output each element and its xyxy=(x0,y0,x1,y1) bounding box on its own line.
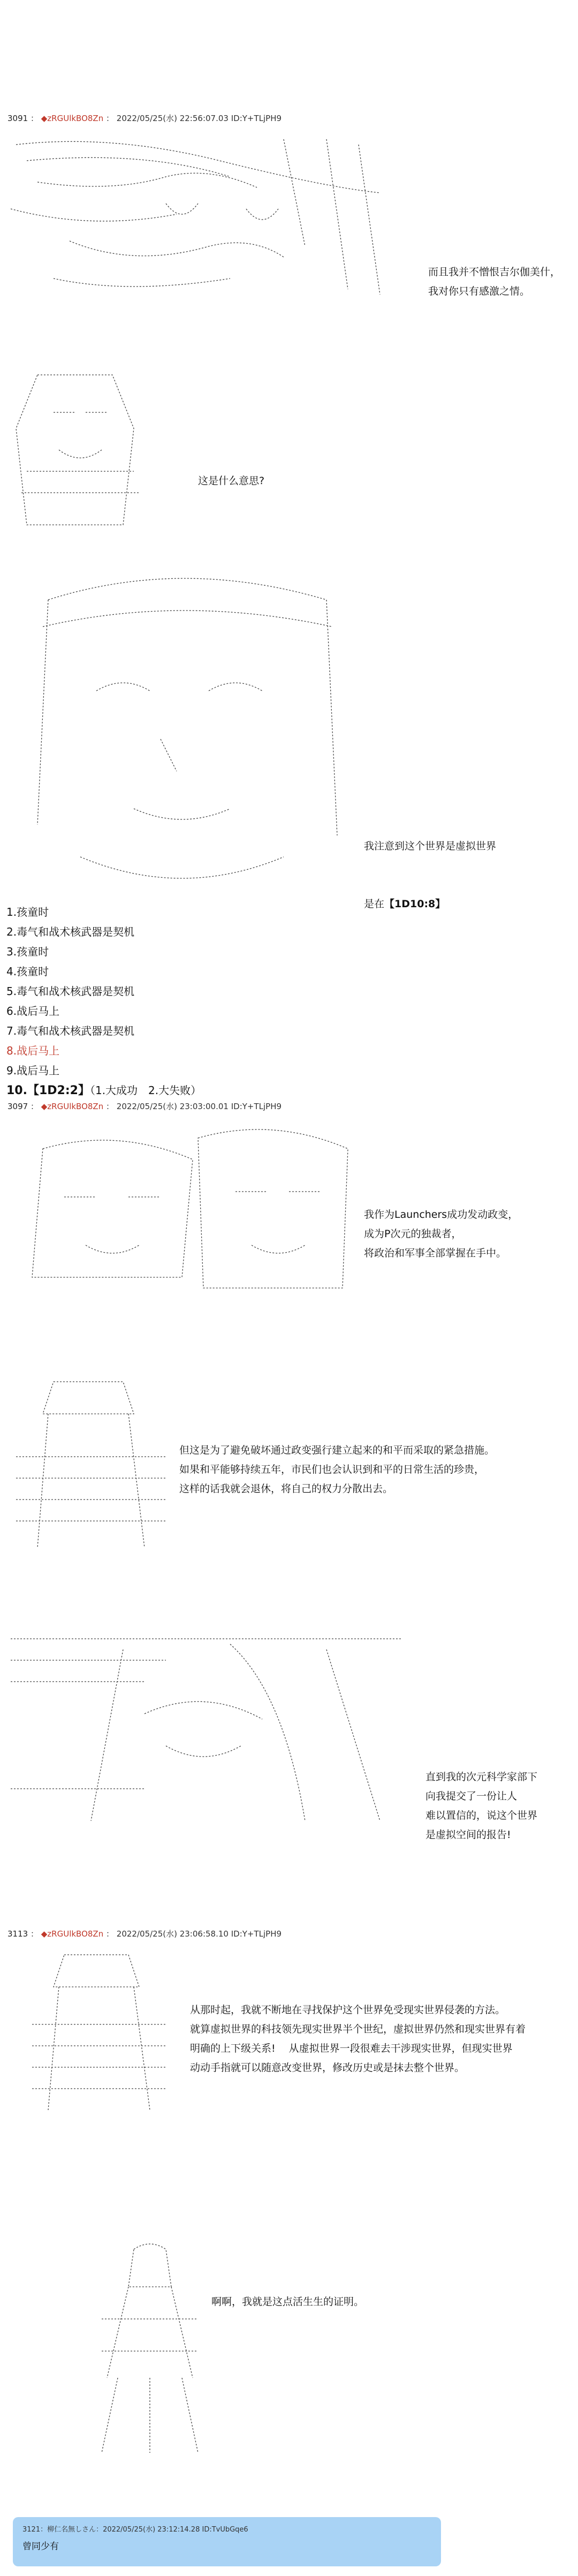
vote-item: 7.毒气和战术核武器是契机 xyxy=(6,1025,135,1037)
dialog-text: 但这是为了避免破坏通过政变强行建立起来的和平而采取的紧急措施。 如果和平能够持续五年，市民们也会认识到和平的日常生活的珍贵， 这样的话我就会退休，将自己的权力分散出去。 xyxy=(179,1444,495,1495)
ascii-art-figure-standing xyxy=(70,2239,230,2464)
ascii-art-figure-cap xyxy=(21,1944,177,2121)
dialog-text xyxy=(364,798,496,933)
reply-body: 曾同少有 xyxy=(22,2541,59,2552)
vote-item: 1.孩童时 xyxy=(6,906,49,918)
reply-header: 3121：柳仁名無しさん：2022/05/25(水) 23:12:14.28 ID:TvUbGqe6 xyxy=(22,2526,248,2534)
reply-box xyxy=(13,2517,441,2566)
dialog-text: 这是什么意思? xyxy=(198,475,265,487)
post-meta: 2022/05/25(水) 22:56:07.03 ID:Y+TLjPH9 xyxy=(116,114,282,123)
poster-name[interactable]: ◆zRGUlkBO8Zn xyxy=(41,1102,104,1111)
ascii-art-face-closeup xyxy=(5,129,396,300)
vote-result-label: 10.【1D2:2】 xyxy=(6,1084,90,1097)
post-header: 3113 ： ◆zRGUlkBO8Zn ： 2022/05/25(水) 23:06:58.10 ID:Y+TLjPH9 xyxy=(7,1929,282,1939)
vote-result-options: （1.大成功 2.大失败） xyxy=(89,1084,202,1097)
dialog-text: 直到我的次元科学家部下 向我提交了一份让人 难以置信的，说这个世界 是虚拟空间的报告! xyxy=(425,1771,538,1841)
vote-item: 2.毒气和战术核武器是契机 xyxy=(6,925,135,938)
post-number: 3091 xyxy=(7,114,28,123)
ascii-art-figure-upper xyxy=(5,364,166,536)
dialog-text: 而且我并不憎恨吉尔伽美什， 我对你只有感激之情。 xyxy=(428,266,561,297)
vote-item: 5.毒气和战术核武器是契机 xyxy=(6,985,135,998)
dice-roll: 【1D10:8】 xyxy=(384,898,446,910)
vote-item: 4.孩童时 xyxy=(6,965,49,978)
post-number: 3097 xyxy=(7,1102,28,1111)
ascii-art-figure-cap xyxy=(5,1371,177,1558)
post-meta: 2022/05/25(水) 23:06:58.10 ID:Y+TLjPH9 xyxy=(116,1929,282,1939)
post-number: 3113 xyxy=(7,1929,28,1939)
dialog-line-prefix: 是在 xyxy=(364,898,385,910)
ascii-art-wide-scene xyxy=(5,1628,401,1832)
dialog-text: 啊啊，我就是这点活生生的证明。 xyxy=(211,2296,364,2308)
vote-item: 9.战后马上 xyxy=(6,1064,60,1077)
dialog-line xyxy=(364,894,496,914)
post-header: 3097 ： ◆zRGUlkBO8Zn ： 2022/05/25(水) 23:03:00.01 ID:Y+TLjPH9 xyxy=(7,1102,282,1111)
vote-item: 3.孩童时 xyxy=(6,945,49,958)
vote-item: 6.战后马上 xyxy=(6,1005,60,1018)
vote-list xyxy=(6,902,201,1101)
dialog-text: 从那时起，我就不断地在寻找保护这个世界免受现实世界侵袭的方法。 就算虚拟世界的科技领先现实世界半个世纪，虚拟世界仍然和现实世界有着 明确的上下级关系! 从虚拟世界一段很难去干涉现实世界，但现实世界 动动手指就可以随意改变世界，修改历史或是抹去整个世界。 xyxy=(190,2004,526,2074)
poster-name[interactable]: ◆zRGUlkBO8Zn xyxy=(41,114,104,123)
post-header: 3091 ： ◆zRGUlkBO8Zn ： 2022/05/25(水) 22:56:07.03 ID:Y+TLjPH9 xyxy=(7,114,282,123)
ascii-art-face-bandana xyxy=(16,557,353,900)
dialog-line: 我注意到这个世界是虚拟世界 xyxy=(364,840,497,852)
dialog-text: 我作为Launchers成功发动政变， 成为P次元的独裁者， 将政治和军事全部掌握在手中。 xyxy=(364,1209,519,1259)
vote-item-highlighted: 8.战后马上 xyxy=(6,1044,60,1057)
poster-name[interactable]: ◆zRGUlkBO8Zn xyxy=(41,1929,104,1939)
ascii-art-two-faces xyxy=(21,1117,359,1304)
post-meta: 2022/05/25(水) 23:03:00.01 ID:Y+TLjPH9 xyxy=(116,1102,282,1111)
vote-result xyxy=(6,1081,201,1101)
